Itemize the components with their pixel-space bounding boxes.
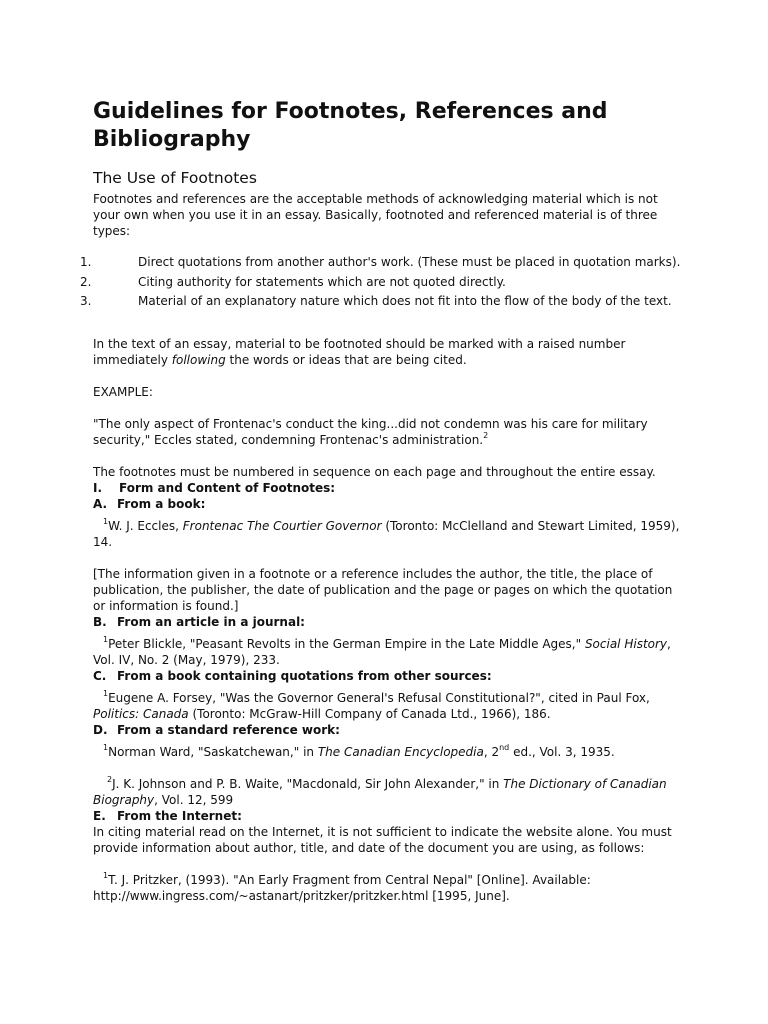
- section-number: I.: [93, 480, 103, 495]
- footnote-example-book: [93, 518, 683, 550]
- marking-paragraph: [93, 336, 683, 368]
- citation-title: Social History: [584, 636, 668, 651]
- example-quote: [93, 416, 683, 448]
- citation-author: Eugene A. Forsey, "Was the Governor General's Refusal Constitutional?", cited in Paul Fox,: [108, 690, 650, 705]
- footnote-example-reference-2: [93, 776, 683, 808]
- subheading-text: From a standard reference work:: [117, 722, 340, 737]
- footnote-marker: 1: [103, 870, 109, 880]
- list-item: [80, 293, 683, 313]
- subheading-letter: E.: [93, 808, 106, 823]
- citation-details: , Vol. 12, 599: [154, 792, 234, 807]
- section-heading-text: Form and Content of Footnotes:: [119, 480, 336, 495]
- footnote-example-reference-1: [93, 744, 683, 760]
- footnote-marker: 2: [107, 774, 113, 784]
- footnote-marker: 1: [103, 742, 109, 752]
- citation-details: (Toronto: McGraw-Hill Company of Canada Ltd., 1966), 186.: [188, 706, 551, 721]
- subheading-journal: [93, 614, 683, 630]
- list-item: [80, 254, 683, 274]
- example-label: EXAMPLE:: [93, 384, 153, 399]
- section-heading: [93, 480, 683, 496]
- subheading-letter: D.: [93, 722, 108, 737]
- types-list: [80, 254, 683, 313]
- citation-title: Politics: Canada: [93, 706, 189, 721]
- citation-author: Norman Ward, "Saskatchewan," in: [108, 744, 318, 759]
- list-item-number: 2.: [80, 274, 92, 289]
- subheading-text: From a book containing quotations from other sources:: [117, 668, 492, 683]
- subheading-book: [93, 496, 683, 512]
- ordinal-suffix: nd: [499, 742, 510, 752]
- subheading-quotations: [93, 668, 683, 684]
- marking-text-end: the words or ideas that are being cited.: [225, 352, 467, 367]
- citation-title: The Canadian Encyclopedia: [317, 744, 484, 759]
- section-title: The Use of Footnotes: [93, 169, 257, 187]
- subheading-text: From the Internet:: [117, 808, 242, 823]
- subheading-text: From an article in a journal:: [117, 614, 305, 629]
- intro-paragraph: Footnotes and references are the acceptable methods of acknowledging material which is not your own when you use it in an essay. Basically, footnoted and referenced material is of three types:: [93, 192, 658, 238]
- numbering-note: The footnotes must be numbered in sequence on each page and throughout the entire essay.: [93, 464, 656, 479]
- info-note: [The information given in a footnote or a reference includes the author, the title, the place of publication, the publisher, the date of publication and the page or pages on which the quotation or information is found.]: [93, 566, 673, 613]
- citation-author: Peter Blickle, "Peasant Revolts in the German Empire in the Late Middle Ages,": [108, 636, 585, 651]
- list-item: [80, 274, 683, 294]
- subheading-reference-work: [93, 722, 683, 738]
- list-item-text: Citing authority for statements which are not quoted directly.: [138, 274, 506, 289]
- list-item-text: Direct quotations from another author's work. (These must be placed in quotation marks).: [138, 255, 681, 269]
- list-item-text: Material of an explanatory nature which does not fit into the flow of the body of the text.: [138, 294, 672, 308]
- list-item-number: 1.: [80, 255, 92, 269]
- footnote-marker: 1: [103, 688, 109, 698]
- citation-details: , Vol. IV, No. 2 (May, 1979), 233.: [93, 636, 671, 667]
- subheading-text: From a book:: [117, 496, 206, 511]
- subheading-letter: C.: [93, 668, 107, 683]
- example-quote-text: "The only aspect of Frontenac's conduct the king...did not condemn was his care for military security," Eccles stated, condemning Frontenac's administration.: [93, 416, 648, 447]
- footnote-marker: 1: [103, 516, 109, 526]
- list-item-number: 3.: [80, 294, 92, 308]
- citation-author: J. K. Johnson and P. B. Waite, "Macdonald, Sir John Alexander," in: [112, 776, 504, 791]
- document-page: [80, 98, 683, 904]
- citation-author: W. J. Eccles,: [108, 518, 183, 533]
- citation-edition: , 2: [483, 744, 500, 759]
- footnote-marker: 1: [103, 634, 109, 644]
- citation-title: The Dictionary of Canadian Biography: [93, 776, 667, 807]
- citation-text: T. J. Pritzker, (1993). "An Early Fragment from Central Nepal" [Online]. Available: http://www.ingress.com/~astanart/pritzker/pritzker.html [1995, June].: [93, 872, 591, 903]
- citation-details: ed., Vol. 3, 1935.: [509, 744, 615, 759]
- subheading-internet: [93, 808, 683, 824]
- marking-emphasis: following: [171, 352, 226, 367]
- citation-details: (Toronto: McClelland and Stewart Limited, 1959), 14.: [93, 518, 680, 549]
- footnote-example-internet: [93, 872, 683, 904]
- citation-title: Frontenac The Courtier Governor: [182, 518, 382, 533]
- marking-text-start: In the text of an essay, material to be footnoted should be marked with a raised number immediately: [93, 336, 626, 367]
- document-title: Guidelines for Footnotes, References and Bibliography: [93, 99, 608, 152]
- internet-intro: In citing material read on the Internet, it is not sufficient to indicate the website alone. You must provide information about author, title, and date of the document you are using, as follows:: [93, 824, 672, 855]
- footnote-marker: 2: [483, 430, 489, 440]
- footnote-example-journal: [93, 636, 683, 668]
- subheading-letter: A.: [93, 496, 108, 511]
- subheading-letter: B.: [93, 614, 107, 629]
- footnote-example-quotations: [93, 690, 683, 722]
